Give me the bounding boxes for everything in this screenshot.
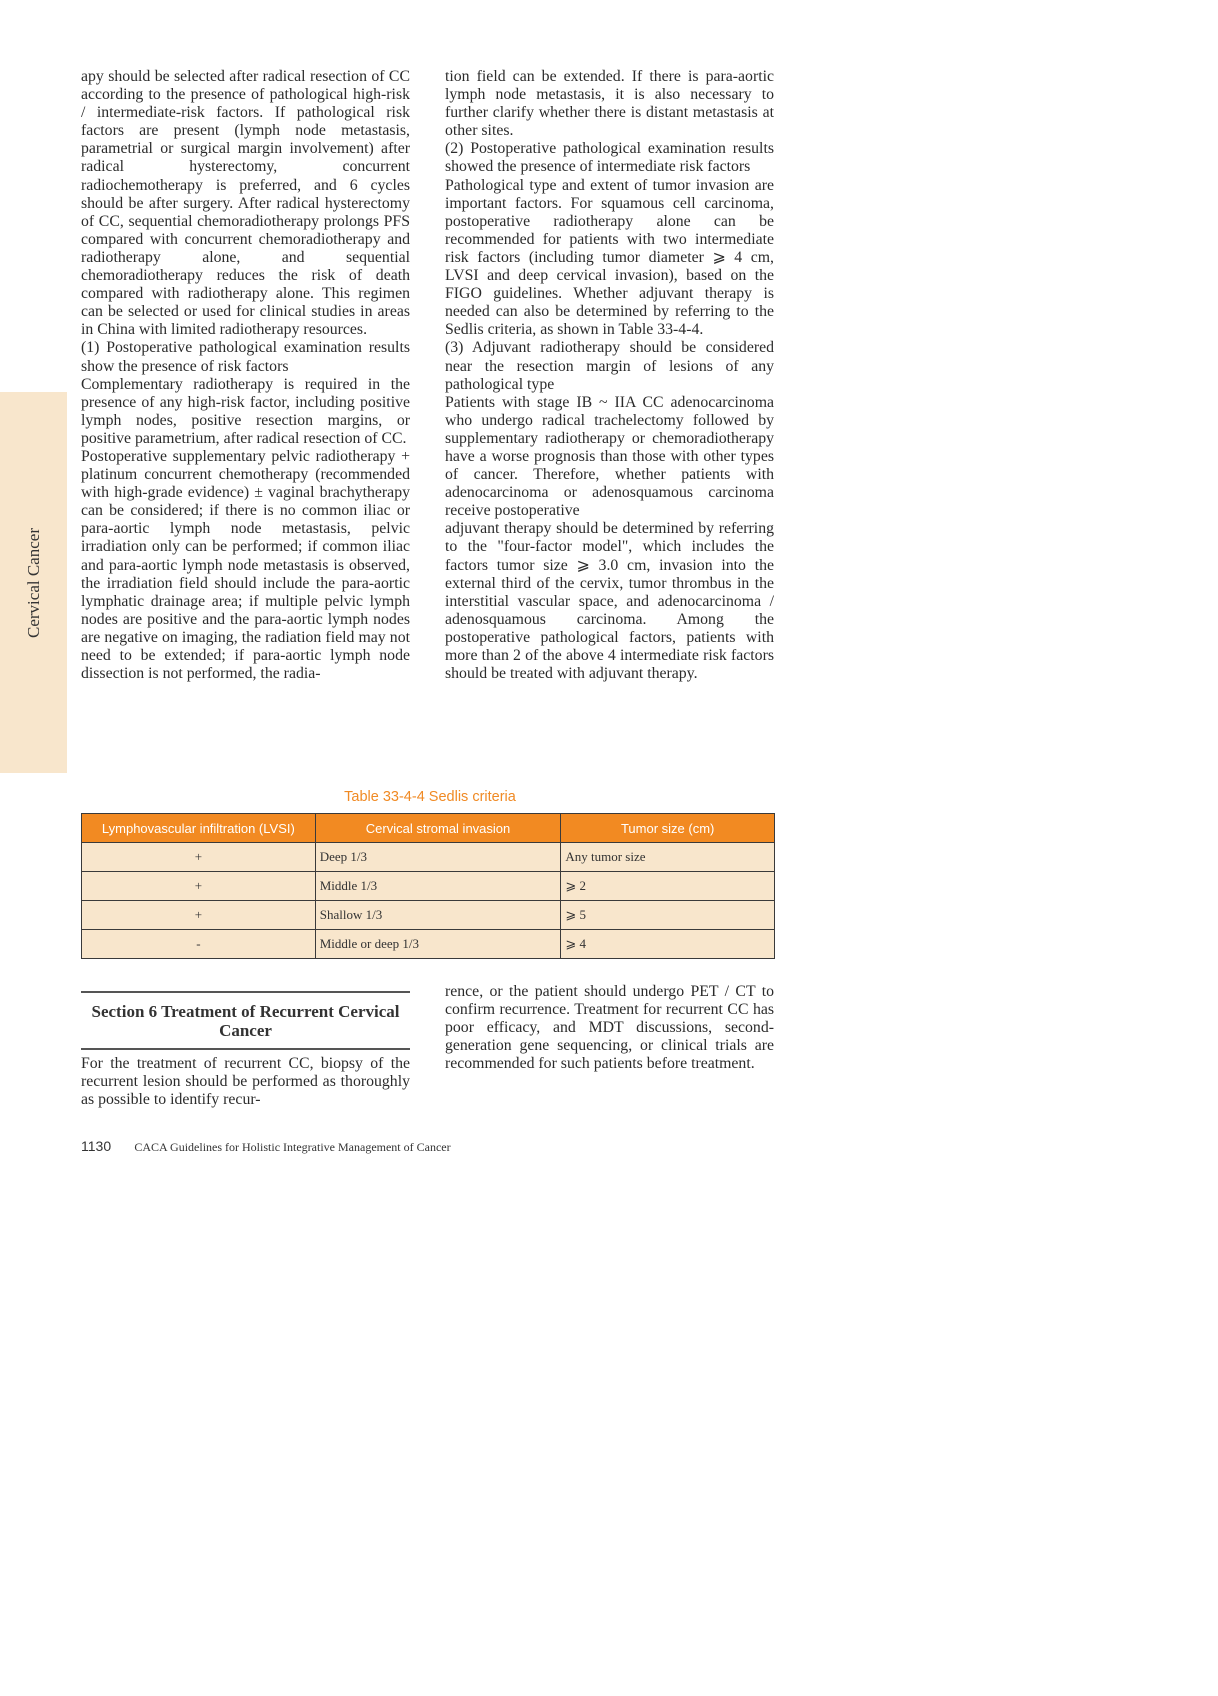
section6-right-text bbox=[445, 983, 774, 1073]
cell-stromal-invasion: Middle 1/3 bbox=[315, 872, 561, 901]
table-row bbox=[82, 901, 775, 930]
paragraph: Pathological type and extent of tumor invasion are important factors. For squamous cell carcinoma, postoperative radiotherapy alone can be recommended for patients with two intermediate risk factors (including tumor diameter ⩾ 4 cm, LVSI and deep cervical invasion), based on the FIGO guidelines. Whether adjuvant therapy is needed can also be determined by referring to the Sedlis criteria, as shown in Table 33-4-4. bbox=[445, 176, 774, 339]
table-row bbox=[82, 872, 775, 901]
paragraph: Patients with stage IB ~ IIA CC adenocarcinoma who undergo radical trachelectomy followed by supplementary radiotherapy or chemoradiotherapy have a worse prognosis than those with other types of cancer. Therefore, whether patients with adenocarcinoma or adenosquamous carcinoma receive postoperative bbox=[445, 393, 774, 520]
table-row bbox=[82, 843, 775, 872]
paragraph: Postoperative supplementary pelvic radiotherapy + platinum concurrent chemotherapy (recommended with high-grade evidence) ± vaginal brachytherapy can be considered; if there is no common iliac or para-aortic lymph node metastasis, pelvic irradiation only can be performed; if common iliac and para-aortic lymph node metastasis is observed, the irradiation field should include the para-aortic lymphatic drainage area; if multiple pelvic lymph nodes are positive and the para-aortic lymph nodes are negative on imaging, the radiation field may not need to be extended; if para-aortic lymph node dissection is not performed, the radia- bbox=[81, 447, 410, 683]
paragraph: For the treatment of recurrent CC, biopsy of the recurrent lesion should be performed as thoroughly as possible to identify recur- bbox=[81, 1055, 410, 1109]
cell-tumor-size: ⩾ 4 bbox=[561, 930, 775, 959]
section6-left-text bbox=[81, 1055, 410, 1109]
header-stromal-invasion: Cervical stromal invasion bbox=[315, 814, 561, 843]
header-tumor-size: Tumor size (cm) bbox=[561, 814, 775, 843]
side-chapter-label: Cervical Cancer bbox=[23, 527, 43, 638]
cell-lvsi: - bbox=[82, 930, 316, 959]
subheading: (2) Postoperative pathological examination results showed the presence of intermediate risk factors bbox=[445, 140, 774, 176]
subheading: (3) Adjuvant radiotherapy should be considered near the resection margin of lesions of any pathological type bbox=[445, 339, 774, 393]
paragraph: adjuvant therapy should be determined by referring to the "four-factor model", which includes the factors tumor size ⩾ 3.0 cm, invasion into the external third of the cervix, tumor thrombus in the interstitial vascular space, and adenocarcinoma / adenosquamous carcinoma. Among the postoperative pathological factors, patients with more than 2 of the above 4 intermediate risk factors should be treated with adjuvant therapy. bbox=[445, 520, 774, 683]
cell-tumor-size: Any tumor size bbox=[561, 843, 775, 872]
page-footer bbox=[81, 1138, 451, 1155]
cell-tumor-size: ⩾ 2 bbox=[561, 872, 775, 901]
sedlis-criteria-table bbox=[81, 813, 775, 959]
cell-lvsi: + bbox=[82, 901, 316, 930]
paragraph: rence, or the patient should undergo PET / CT to confirm recurrence. Treatment for recurrent CC has poor efficacy, and MDT discussions, second-generation gene sequencing, or clinical trials are recommended for such patients before treatment. bbox=[445, 983, 774, 1073]
subheading: (1) Postoperative pathological examination results show the presence of risk factors bbox=[81, 339, 410, 375]
table-caption: Table 33-4-4 Sedlis criteria bbox=[344, 789, 516, 805]
cell-lvsi: + bbox=[82, 872, 316, 901]
paragraph: apy should be selected after radical resection of CC according to the presence of pathological high-risk / intermediate-risk factors. If pathological risk factors are present (lymph node metastasis, parametrial or surgical margin involvement) after radical hysterectomy, concurrent radiochemotherapy is preferred, and 6 cycles should be after surgery. After radical hysterectomy of CC, sequential chemoradiotherapy prolongs PFS compared with concurrent chemoradiotherapy and radiotherapy alone, and sequential chemoradiotherapy reduces the risk of death compared with radiotherapy alone. This regimen can be selected or used for clinical studies in areas in China with limited radiotherapy resources. bbox=[81, 68, 410, 339]
cell-stromal-invasion: Shallow 1/3 bbox=[315, 901, 561, 930]
cell-stromal-invasion: Deep 1/3 bbox=[315, 843, 561, 872]
cell-stromal-invasion: Middle or deep 1/3 bbox=[315, 930, 561, 959]
table-row bbox=[82, 930, 775, 959]
table-header-row bbox=[82, 814, 775, 843]
cell-lvsi: + bbox=[82, 843, 316, 872]
right-text-column bbox=[445, 68, 774, 683]
paragraph: tion field can be extended. If there is para-aortic lymph node metastasis, it is also necessary to further clarify whether there is distant metastasis at other sites. bbox=[445, 68, 774, 140]
header-lvsi: Lymphovascular infiltration (LVSI) bbox=[82, 814, 316, 843]
side-chapter-tab bbox=[0, 392, 67, 773]
left-text-column bbox=[81, 68, 410, 683]
book-title: CACA Guidelines for Holistic Integrative Management of Cancer bbox=[134, 1140, 451, 1154]
cell-tumor-size: ⩾ 5 bbox=[561, 901, 775, 930]
page-number: 1130 bbox=[81, 1138, 112, 1154]
section-heading: Section 6 Treatment of Recurrent Cervical Cancer bbox=[81, 991, 410, 1050]
paragraph: Complementary radiotherapy is required in the presence of any high-risk factor, including positive lymph nodes, positive resection margins, or positive parametrium, after radical resection of CC. bbox=[81, 375, 410, 447]
